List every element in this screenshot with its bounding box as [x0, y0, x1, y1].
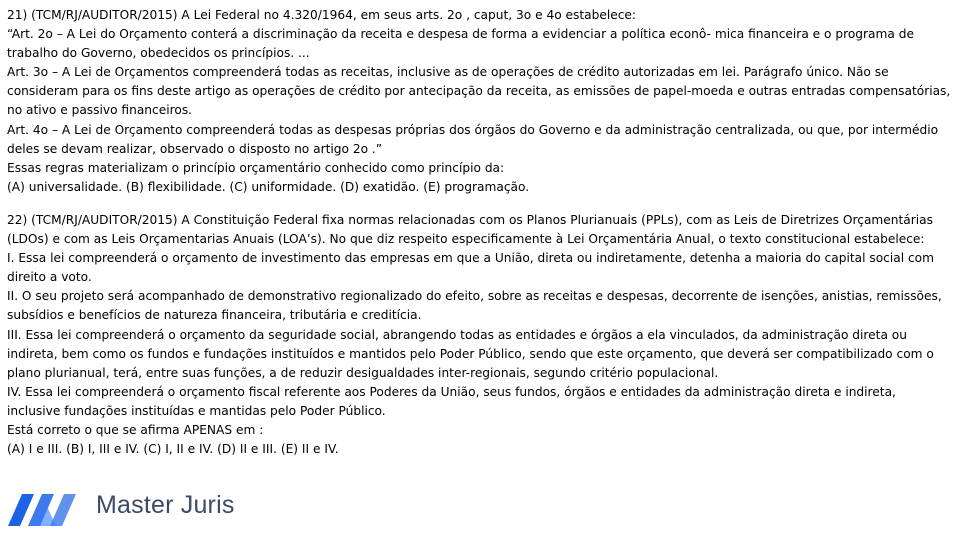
question-22-item-iii: III. Essa lei compreenderá o orçamento da seguridade social, abrangendo todas as entidades e órgãos a ela vinculados, da administração direta ou indireta, bem como os fundos e fundações instituídos e mantidos pelo Poder Público, sendo que este orçamento, que deverá ser compatibilizado com o plano plurianual, terá, entre suas funções, a de reduzir desigualdades inter-regionais, segundo critério populacional. — [7, 327, 934, 380]
question-21-reference: 21) (TCM/RJ/AUDITOR/2015) — [7, 8, 178, 22]
question-21-options: (A) universalidade. (B) flexibilidade. (C) uniformidade. (D) exatidão. (E) programação. — [7, 179, 530, 194]
master-juris-logo — [6, 488, 246, 528]
question-22-item-iv: IV. Essa lei compreenderá o orçamento fiscal referente aos Poderes da União, seus fundos, órgãos e entidades da administração direta e indireta, inclusive fundações instituídas e mantidas pelo Poder Público. — [7, 384, 896, 418]
question-22-intro-text: A Constituição Federal fixa normas relacionadas com os Planos Plurianuais (PPLs), com as Leis de Diretrizes Orçamentárias (LDOs) e com as Leis Orçamentarias Anuais (LOA’s). No que diz respeito especificamente à Lei Orçamentária Anual, o texto constitucional estabelece: — [7, 212, 933, 247]
question-21-intro — [7, 6, 953, 25]
question-22-item-ii: II. O seu projeto será acompanhado de demonstrativo regionalizado do efeito, sobre as receitas e despesas, decorrente de isenções, anistias, remissões, subsídios e benefícios de natureza financeira, tributária e creditícia. — [7, 289, 942, 323]
question-21-prompt: Essas regras materializam o princípio orçamentário conhecido como princípio da: — [7, 160, 505, 175]
question-21-intro-text: A Lei Federal no 4.320/1964, em seus arts. 2o , caput, 3o e 4o estabelece: — [177, 8, 637, 22]
logo-mark-icon — [6, 488, 90, 528]
question-22-intro — [7, 211, 953, 249]
question-22-reference: 22) (TCM/RJ/AUDITOR/2015) — [7, 212, 178, 227]
question-21-art3: Art. 3o – A Lei de Orçamentos compreenderá todas as receitas, inclusive as de operações de crédito autorizadas em lei. Parágrafo único. Não se consideram para os fins deste artigo as operações de crédito por antecipação da receita, as emissões de papel-moeda e outras entradas compensatórias, no ativo e passivo financeiros. — [7, 65, 951, 118]
question-22-options: (A) I e III. (B) I, III e IV. (C) I, II e IV. (D) II e III. (E) II e IV. — [7, 442, 339, 457]
question-21-art4: Art. 4o – A Lei de Orçamento compreenderá todas as despesas próprias dos órgãos do Governo e da administração centralizada, ou que, por intermédio deles se devam realizar, observado o disposto no artigo 2o .” — [7, 122, 939, 156]
question-22-item-i: I. Essa lei compreenderá o orçamento de investimento das empresas em que a União, direta ou indiretamente, detenha a maioria do capital social com direito a voto. — [7, 251, 934, 285]
logo-text: Master Juris — [96, 491, 235, 519]
question-22-prompt: Está correto o que se afirma APENAS em : — [7, 422, 264, 437]
slide-content — [7, 6, 953, 459]
question-21-art2: “Art. 2o – A Lei do Orçamento conterá a discriminação da receita e despesa de forma a evidenciar a política econô- mica financeira e o programa de trabalho do Governo, obedecidos os princípios. ... — [7, 27, 914, 61]
